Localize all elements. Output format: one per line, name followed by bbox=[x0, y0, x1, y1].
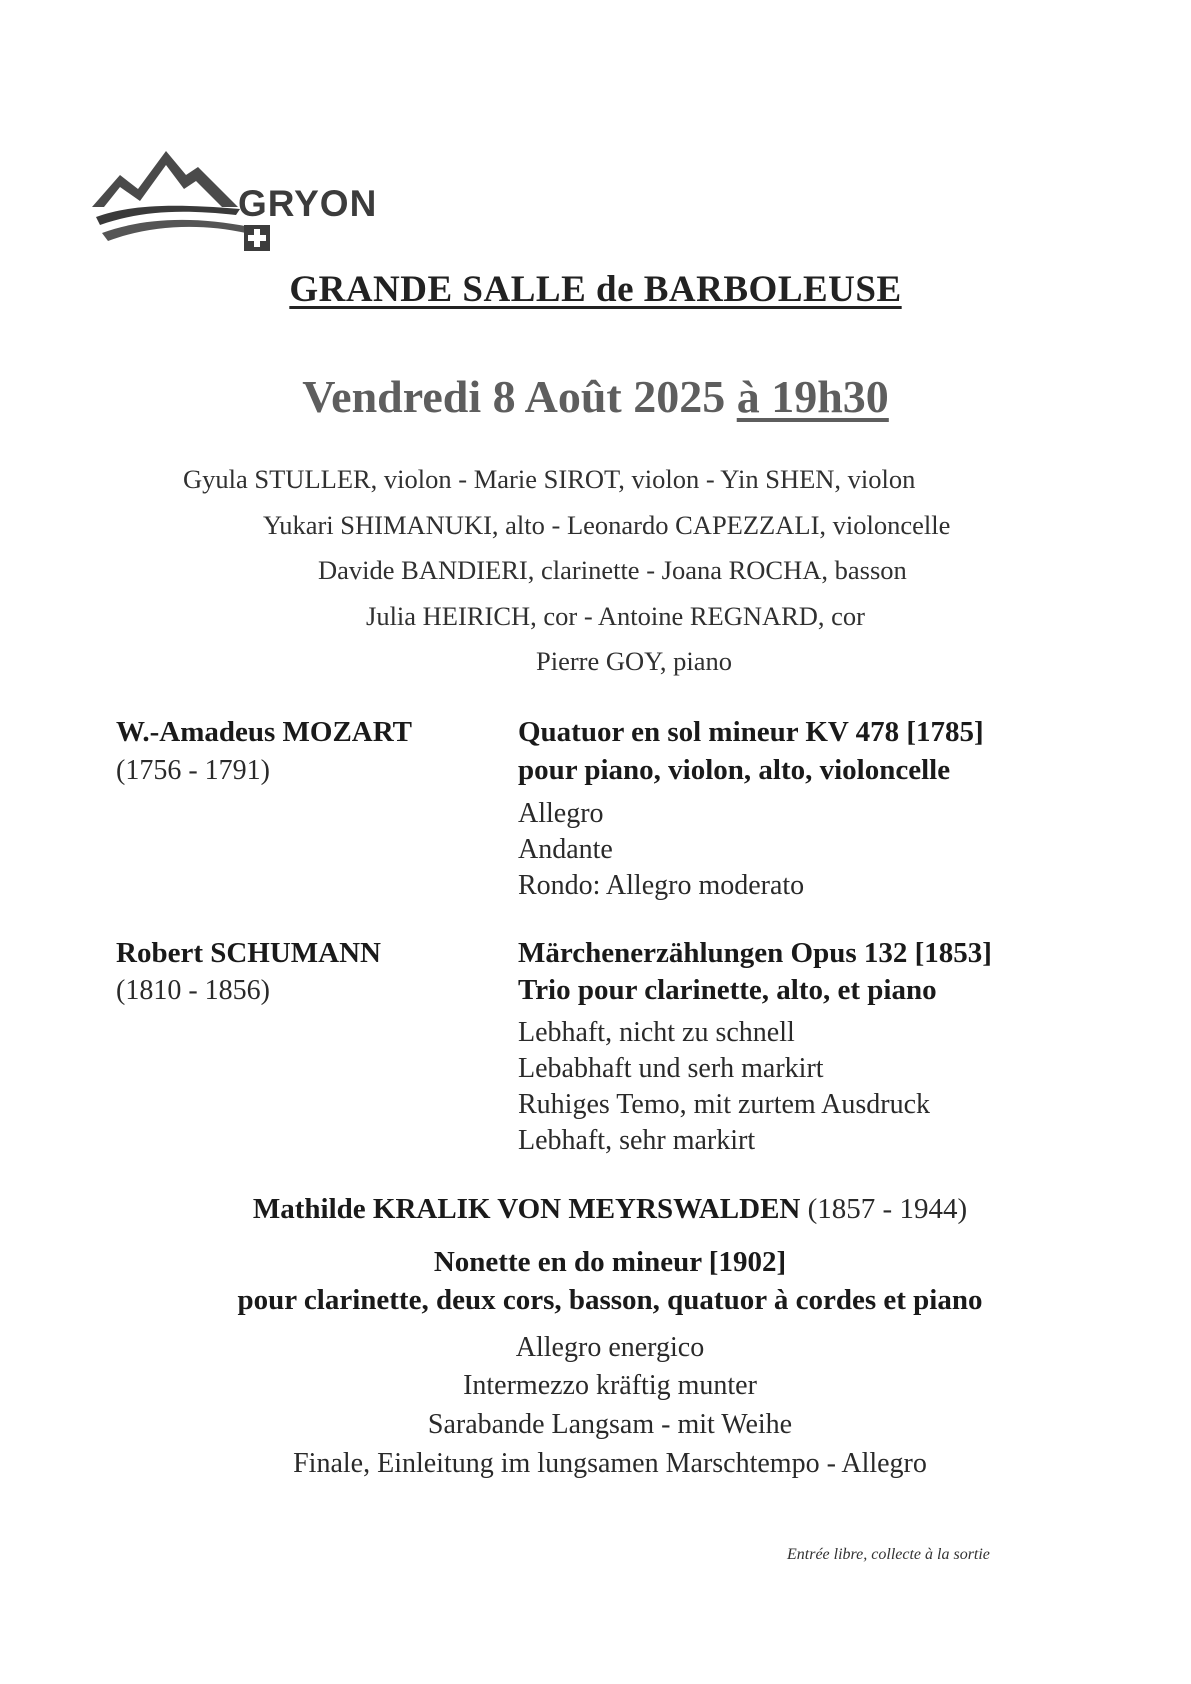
work-title: Nonette en do mineur [1902] bbox=[433, 1246, 787, 1278]
composer-name: Robert SCHUMANN bbox=[116, 937, 381, 969]
venue-title: GRANDE SALLE de BARBOLEUSE bbox=[289, 269, 902, 310]
movement: Allegro bbox=[518, 798, 604, 829]
logo-wordmark: GRYON bbox=[238, 183, 377, 251]
composer-name: Mathilde KRALIK VON MEYRSWALDEN bbox=[252, 1193, 801, 1225]
work-subtitle: Trio pour clarinette, alto, et piano bbox=[518, 974, 937, 1006]
performer-line: Pierre GOY, piano bbox=[536, 646, 733, 676]
composer-years: (1857 - 1944) bbox=[807, 1193, 968, 1225]
concert-date bbox=[0, 370, 1191, 423]
composer-heading bbox=[0, 1193, 1191, 1226]
movement: Allegro energico bbox=[515, 1332, 705, 1363]
work-title: Märchenerzählungen Opus 132 [1853] bbox=[518, 937, 992, 969]
work-subtitle: pour piano, violon, alto, violoncelle bbox=[518, 754, 951, 786]
gryon-logo bbox=[90, 145, 410, 250]
composer-years: (1810 - 1856) bbox=[116, 975, 270, 1006]
composer-years: (1756 - 1791) bbox=[116, 755, 270, 786]
movement: Intermezzo kräftig munter bbox=[463, 1370, 757, 1401]
movement: Lebhaft, sehr markirt bbox=[518, 1125, 756, 1156]
performer-line: Gyula STULLER, violon - Marie SIROT, violon - Yin SHEN, violon bbox=[183, 464, 916, 494]
work-subtitle: pour clarinette, deux cors, basson, quatuor à cordes et piano bbox=[237, 1284, 983, 1316]
performer-line: Julia HEIRICH, cor - Antoine REGNARD, cor bbox=[366, 601, 866, 631]
movement: Finale, Einleitung im lungsamen Marschtempo - Allegro bbox=[293, 1448, 927, 1479]
work-title: Quatuor en sol mineur KV 478 [1785] bbox=[518, 716, 984, 748]
performer-line: Yukari SHIMANUKI, alto - Leonardo CAPEZZALI, violoncelle bbox=[263, 510, 951, 540]
movement: Rondo: Allegro moderato bbox=[518, 870, 805, 901]
date-time: à 19h30 bbox=[736, 371, 889, 422]
movement: Andante bbox=[518, 834, 613, 865]
movement: Lebabhaft und serh markirt bbox=[518, 1053, 824, 1084]
composer-name: W.-Amadeus MOZART bbox=[116, 716, 412, 748]
performer-line: Davide BANDIERI, clarinette - Joana ROCHA, basson bbox=[318, 555, 907, 585]
movement: Sarabande Langsam - mit Weihe bbox=[427, 1409, 793, 1440]
admission-note: Entrée libre, collecte à la sortie bbox=[787, 1546, 990, 1563]
mountain-logo-icon bbox=[90, 145, 250, 250]
date-day: Vendredi 8 Août 2025 bbox=[302, 371, 726, 422]
movement: Ruhiges Temo, mit zurtem Ausdruck bbox=[518, 1089, 931, 1120]
movement: Lebhaft, nicht zu schnell bbox=[518, 1017, 795, 1048]
swiss-cross-icon bbox=[244, 225, 270, 251]
